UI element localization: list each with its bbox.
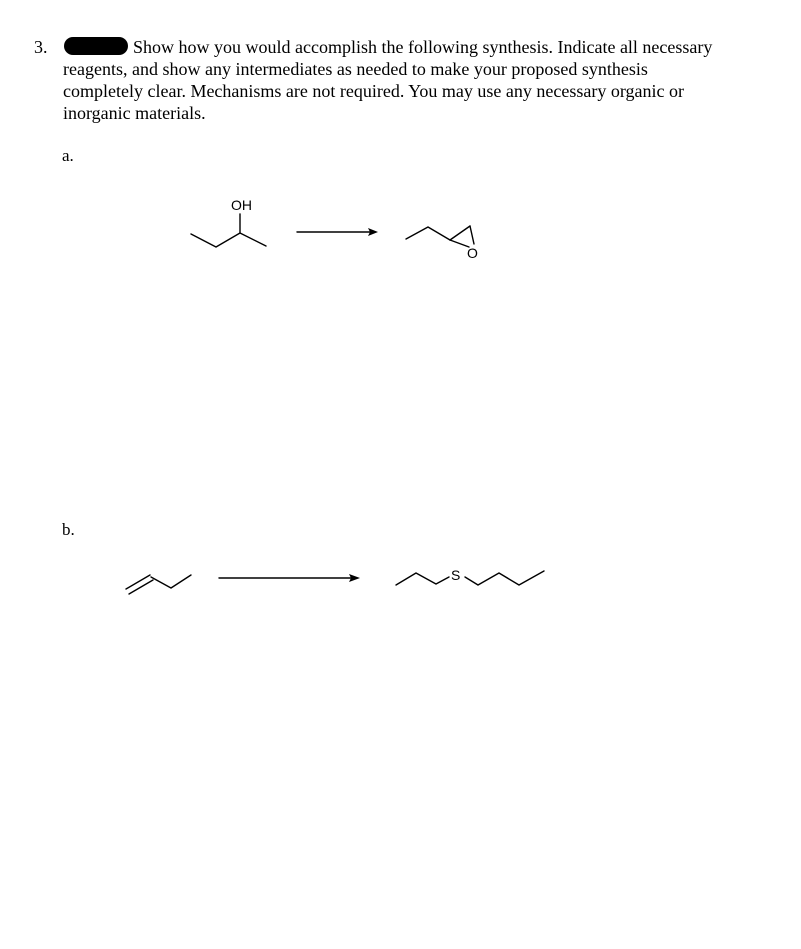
question-number: 3. [34,37,48,57]
part-a-starting-alcohol [191,214,266,247]
question-text-line-4: inorganic materials. [63,103,206,123]
sulfur-label: S [451,567,461,583]
part-b-sulfide-product [396,571,544,585]
question-text-line-1: Show how you would accomplish the following synthesis. Indicate all necessary [133,37,713,57]
part-b-starting-alkene [126,575,191,594]
part-a-label: a. [62,146,74,165]
part-b-label: b. [62,520,75,539]
hydroxyl-label: OH [231,197,252,213]
question-text-line-2: reagents, and show any intermediates as needed to make your proposed synthesis [63,59,648,79]
question-text-line-3: completely clear. Mechanisms are not required. You may use any necessary organic or [63,81,684,101]
epoxide-oxygen-label: O [467,245,478,261]
part-a-epoxide-product [406,226,474,247]
